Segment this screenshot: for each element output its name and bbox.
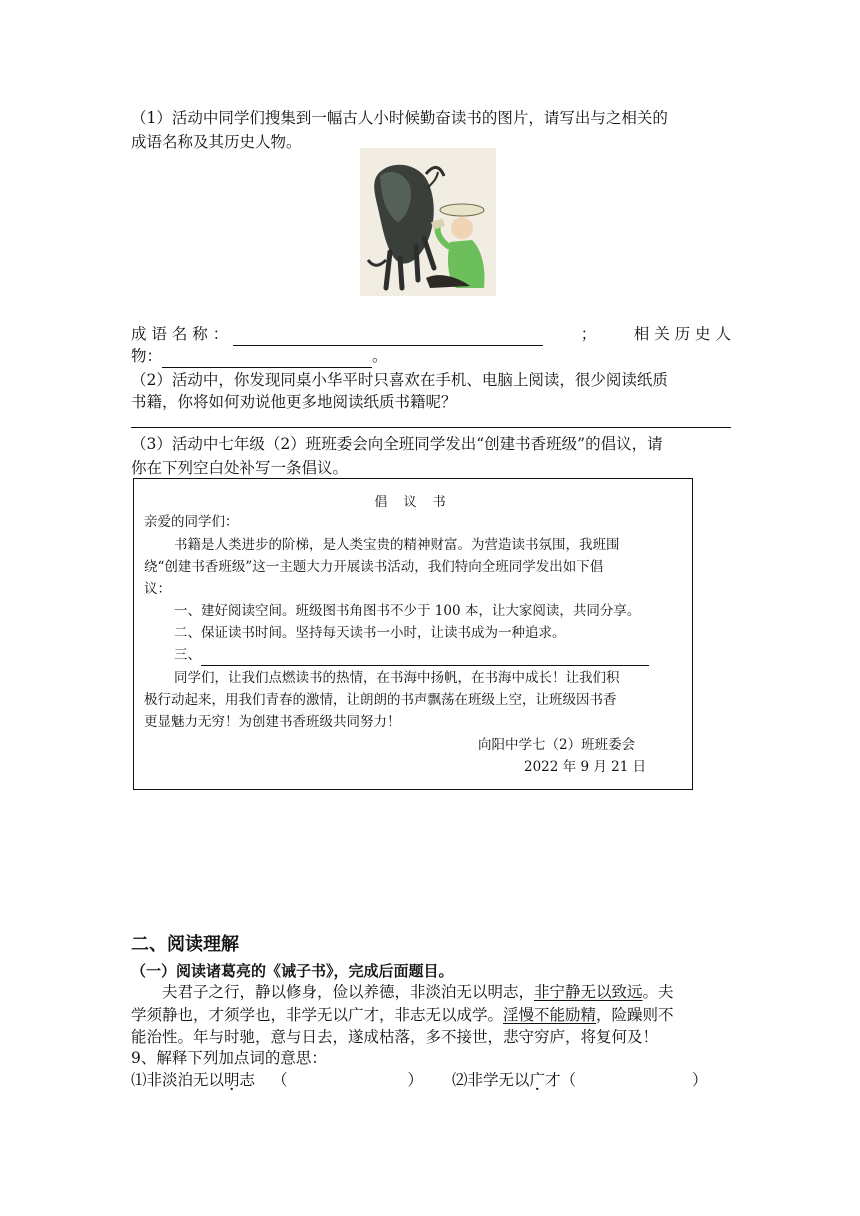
q9-item1-paren-close: ） (407, 1071, 424, 1089)
person-answer-blank[interactable] (162, 350, 372, 368)
proposal-greeting: 亲爱的同学们： (144, 514, 239, 530)
person-end: 。 (372, 347, 388, 365)
passage-line2-a: 学须静也，才须学也，非学无以广才，非志无以成学。 (131, 1006, 504, 1024)
passage-line2-b: ，险躁则不 (596, 1006, 674, 1024)
question-3-line1: （3）活动中七年级（2）班班委会向全班同学发出“创建书香班级”的倡议，请 (131, 435, 663, 453)
q9-item2-b: 才 (544, 1071, 561, 1089)
q9-item2-a: ⑵非学无以 (451, 1071, 530, 1089)
underlined-phrase-2: 淫慢不能励精 (503, 1006, 597, 1024)
passage-line2 (131, 1003, 731, 1027)
q9-item1-dotted-word: 明 (224, 1071, 240, 1089)
proposal-para1-line2: 绕“创建书香班级”这一主题大力开展读书活动，我们特向全班同学发出如下倡 (144, 559, 604, 575)
proposal-para1-line1: 书籍是人类进步的阶梯，是人类宝贵的精神财富。为营造读书氛围，我班围 (174, 537, 620, 553)
idiom-sep: ； (580, 325, 597, 343)
person-label-a: 相 关 历 史 人 (633, 325, 731, 343)
proposal-closing-line3: 更显魅力无穷！为创建书香班级共同努力！ (144, 714, 401, 730)
passage-line1 (131, 980, 731, 1004)
question-2-line2: 书籍，你将如何劝说他更多地阅读纸质书籍呢？ (131, 393, 457, 411)
q9-item2-paren-open: （ (560, 1071, 577, 1089)
person-answer-row (131, 344, 388, 368)
proposal-para1-line3: 议： (144, 581, 171, 597)
q9-item2-dotted-word: 广 (529, 1071, 545, 1089)
proposal-item-3-blank[interactable] (201, 648, 649, 666)
subsection-title: （一）阅读诸葛亮的《诫子书》，完成后面题目。 (131, 962, 454, 980)
passage-line1-b: 。夫 (642, 983, 674, 1001)
proposal-closing-line2: 极行动起来，用我们青春的激情，让朗朗的书声飘荡在班级上空，让班级因书香 (144, 692, 617, 708)
proposal-item-1: 一、建好阅读空间。班级图书角图书不少于 100 本，让大家阅读，共同分享。 (174, 603, 641, 619)
question-1-line1: （1）活动中同学们搜集到一幅古人小时候勤奋读书的图片，请写出与之相关的 (131, 109, 668, 127)
q9-item1-paren-open: （ (271, 1071, 288, 1089)
person-label-b: 物： (131, 347, 163, 365)
underlined-phrase-1: 非宁静无以致远 (534, 983, 643, 1001)
question-2-answer-line[interactable] (131, 427, 731, 428)
q9-item1-b: 志 (239, 1071, 256, 1089)
passage-line3: 能治性。年与时驰，意与日去，遂成枯落，多不接世，悲守穷庐，将复何及！ (131, 1028, 659, 1046)
idiom-answer-row (131, 322, 731, 346)
question-9-title: 9、解释下列加点词的意思： (131, 1049, 327, 1067)
proposal-date: 2022 年 9 月 21 日 (524, 759, 647, 775)
proposal-box (133, 478, 693, 790)
question-1-line2: 成语名称及其历史人物。 (131, 133, 302, 151)
q9-item2-paren-close: ） (692, 1071, 708, 1089)
proposal-signature: 向阳中学七（2）班班委会 (478, 737, 636, 753)
question-9-items (131, 1068, 731, 1092)
idiom-label: 成 语 名 称 ： (131, 325, 229, 343)
proposal-item-3 (174, 644, 649, 666)
proposal-item-3-prefix: 三、 (174, 647, 201, 663)
q9-item1-a: ⑴非淡泊无以 (131, 1071, 225, 1089)
question-3-line2: 你在下列空白处补写一条倡议。 (131, 459, 349, 477)
proposal-closing-line1: 同学们，让我们点燃读书的热情，在书海中扬帆，在书海中成长！让我们积 (174, 670, 620, 686)
passage-line1-a: 夫君子之行，静以修身，俭以养德，非淡泊无以明志， (162, 983, 535, 1001)
cow-reading-illustration (360, 148, 496, 296)
proposal-item-2: 二、保证读书时间。坚持每天读书一小时，让读书成为一种追求。 (174, 625, 566, 641)
section-title: 二、阅读理解 (131, 934, 239, 955)
proposal-title: 倡 议 书 (374, 495, 452, 510)
question-2-line1: （2）活动中，你发现同桌小华平时只喜欢在手机、电脑上阅读，很少阅读纸质 (131, 371, 668, 389)
